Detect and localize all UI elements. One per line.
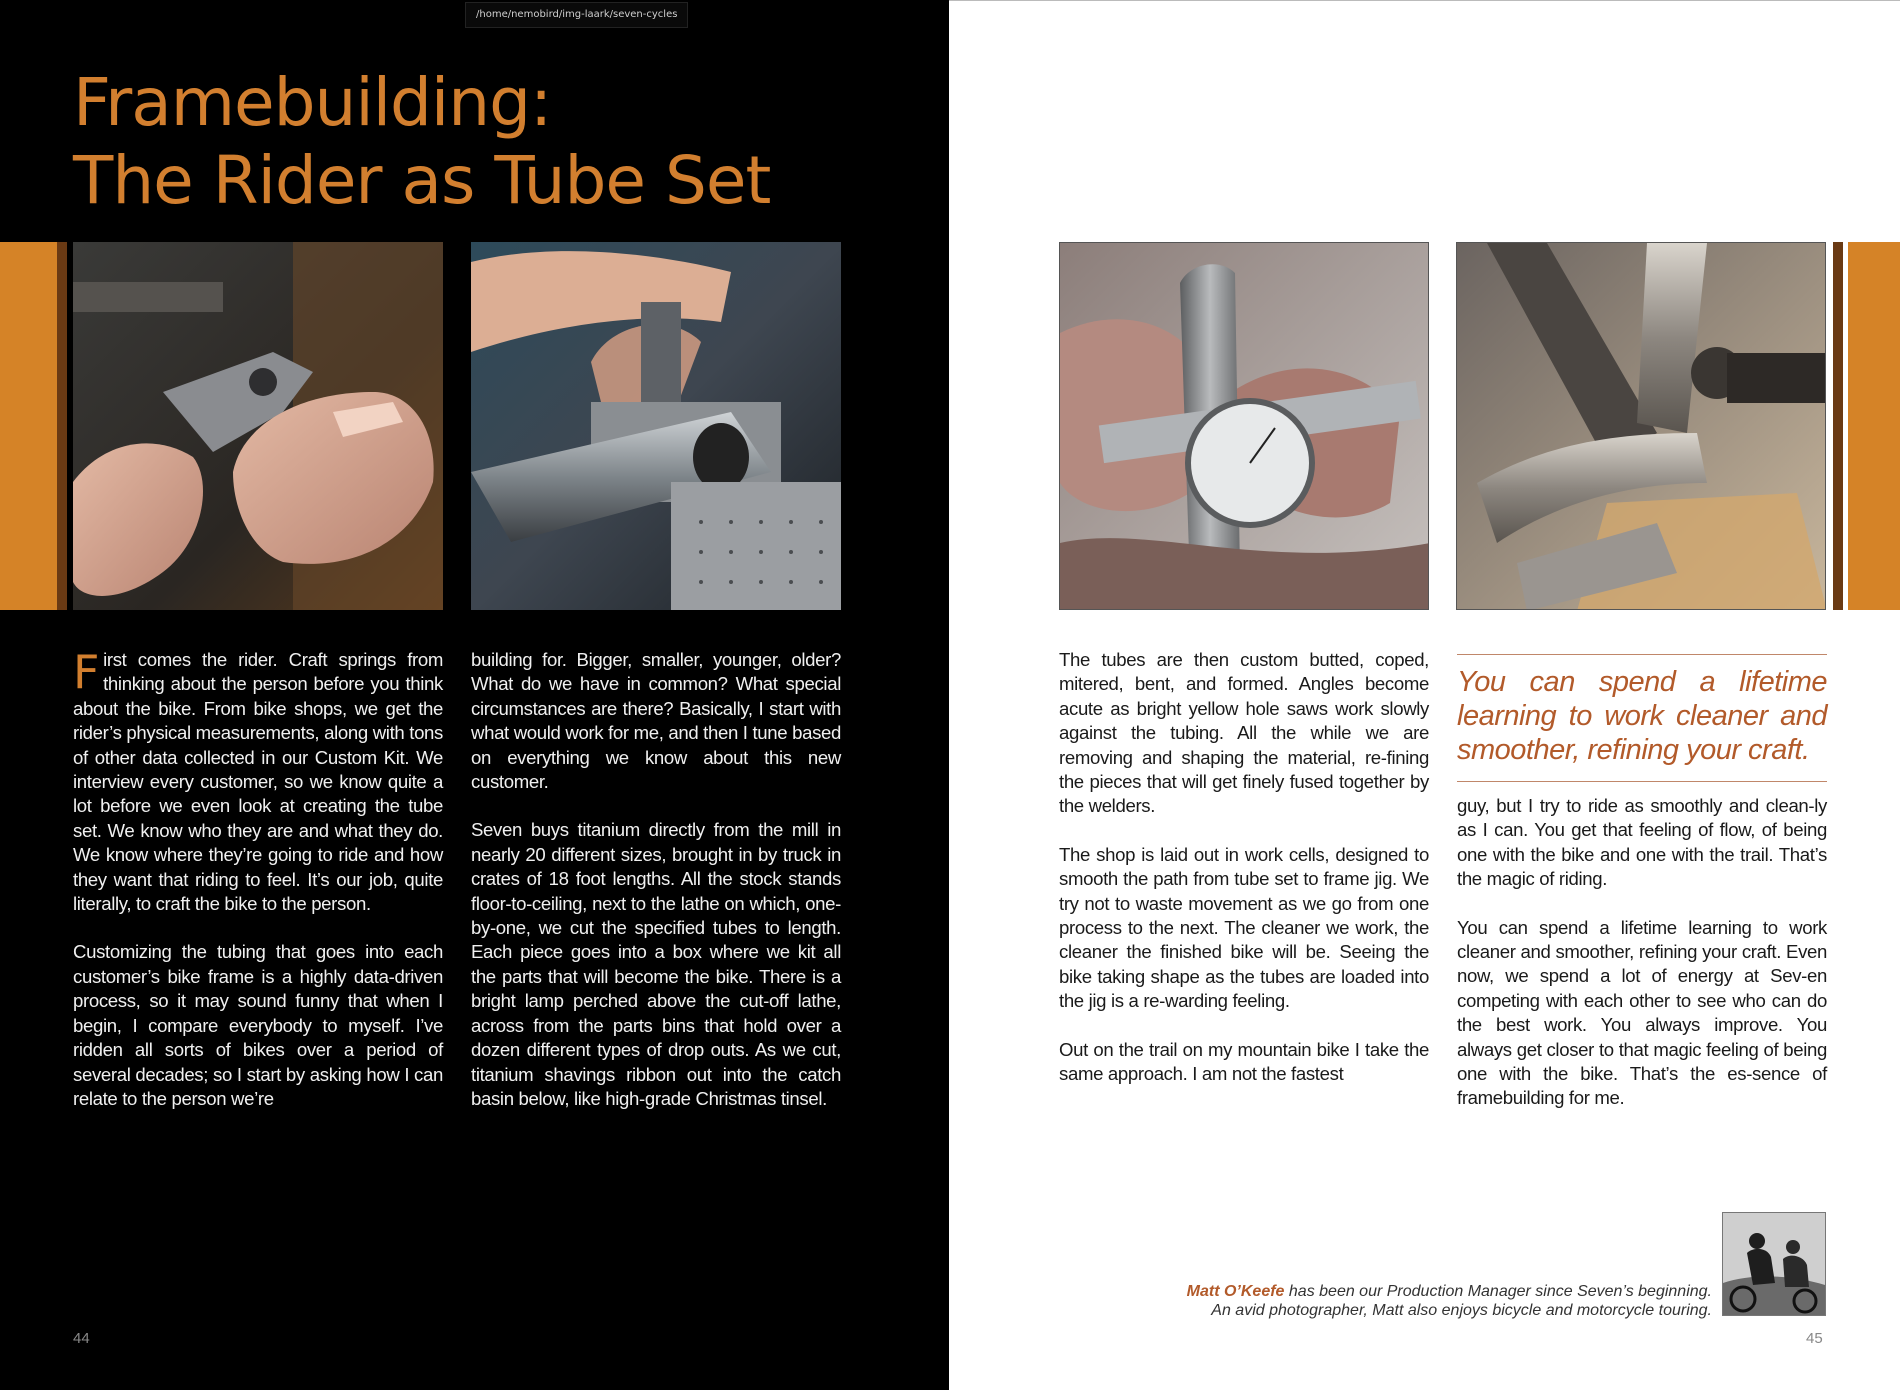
- photo-tube-fixture: [471, 242, 841, 610]
- photo-hands-bracket: [73, 242, 443, 610]
- author-photo: [1722, 1212, 1826, 1316]
- page-number-right: 45: [1806, 1330, 1823, 1347]
- left-accent-band: [0, 242, 57, 610]
- page-number-left: 44: [73, 1330, 90, 1347]
- paragraph: Seven buys titanium directly from the mill in nearly 20 different sizes, brought in by truck in crates of 18 foot lengths. All the stock stands floor-to-ceiling, next to the lathe on which, one-by-one, we cut the specified tubes to length. Each piece goes into a box where we kit all the parts that will become the bike. There is a bright lamp perched above the cut-off lathe, across from the parts bins that hold over a dozen different types of drop outs. As we cut, titanium shavings ribbon out into the catch basin below, like high-grade Christmas tinsel.: [471, 819, 841, 1109]
- title-line-1: Framebuilding:: [73, 64, 552, 141]
- paragraph: guy, but I try to ride as smoothly and clean-ly as I can. You get that feeling of flow, of being one with the bike and one with the trail. That’s the magic of riding.: [1457, 795, 1827, 890]
- paragraph: You can spend a lifetime learning to work cleaner and smoother, refining your craft. Even now, we spend a lot of energy at Sev-en competing with each other to see who can do the best work. You always improve. You always get closer to that magic feeling of being one with the bike. That’s the es-sence of framebuilding for me.: [1457, 916, 1827, 1109]
- right-accent-band: [1848, 242, 1900, 610]
- author-bio: [1080, 1282, 1712, 1320]
- text-column-1: [73, 645, 443, 1135]
- bio-line-1: Matt O’Keefe has been our Production Manager since Seven’s beginning.: [1186, 1283, 1712, 1300]
- title-line-2: The Rider as Tube Set: [73, 142, 771, 219]
- photo-frame-joint: [1456, 242, 1826, 610]
- paragraph: First comes the rider. Craft springs from thinking about the person before you think about the bike. From bike shops, we get the rider’s physical measurements, along with tons of other data collected in our Custom Kit. We interview every customer, so we know quite a lot before we even look at creating the tube set. We know who they are and what they do. We know where they’re going to ride and how they want that riding to feel. It’s our job, quite literally, to craft the bike to the person.: [73, 645, 443, 915]
- page-title: [73, 64, 770, 220]
- paragraph: Customizing the tubing that goes into each customer’s bike frame is a highly data-driven process, so it may sound funny that when I begin, I compare everybody to myself. I’ve ridden all sorts of bikes over a period of several decades; so I start by asking how I can relate to the person we’re: [73, 941, 443, 1109]
- pull-quote: You can spend a lifetime learning to work cleaner and smoother, refining your craft.: [1457, 654, 1827, 782]
- left-accent-stripe: [57, 242, 67, 610]
- paragraph: The shop is laid out in work cells, designed to smooth the path from tube set to frame jig. We try not to waste movement as we go from one process to the next. The cleaner we work, the cleaner the finished bike will be. Seeing the bike taking shape as the tubes are loaded into the jig is a re-warding feeling.: [1059, 843, 1429, 1012]
- author-name: Matt O’Keefe: [1186, 1283, 1285, 1300]
- right-accent-stripe: [1833, 242, 1843, 610]
- text-column-2: [471, 648, 841, 1135]
- paragraph: The tubes are then custom butted, coped, mitered, bent, and formed. Angles become acute as bright yellow hole saws work slowly against the tubing. All the while we are removing and shaping the material, re-fining the pieces that will get finely fused together by the welders.: [1059, 649, 1429, 817]
- photo-calipers: [1059, 242, 1429, 610]
- text-column-3: [1059, 648, 1429, 1111]
- file-path-label: /home/nemobird/img-laark/seven-cycles: [465, 2, 688, 28]
- text-column-4: [1457, 794, 1827, 1135]
- bio-line-2: An avid photographer, Matt also enjoys bicycle and motorcycle touring.: [1211, 1302, 1712, 1319]
- paragraph: Out on the trail on my mountain bike I take the same approach. I am not the fastest: [1059, 1038, 1429, 1085]
- paragraph: building for. Bigger, smaller, younger, older? What do we have in common? What special circumstances are there? Basically, I start with what would work for me, and then I tune based on everything we know about this new customer.: [471, 649, 841, 793]
- drop-cap: F: [73, 645, 100, 699]
